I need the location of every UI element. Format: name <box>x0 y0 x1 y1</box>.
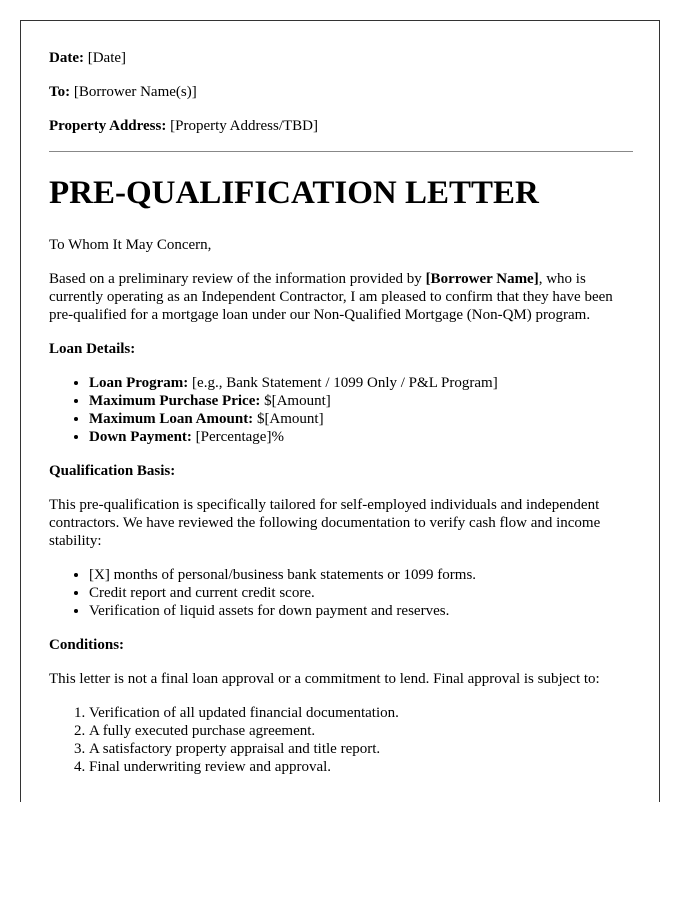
max-purchase-price-value: $[Amount] <box>264 393 331 409</box>
intro-text-before: Based on a preliminary review of the information provided by <box>49 271 426 287</box>
property-address-value: [Property Address/TBD] <box>170 118 319 134</box>
list-item: • Credit report and current credit score. <box>89 584 633 602</box>
list-item: • Verification of liquid assets for down payment and reserves. <box>89 602 633 620</box>
down-payment-value: [Percentage]% <box>195 429 284 445</box>
list-item: 3. A satisfactory property appraisal and title report. <box>89 740 633 758</box>
qualification-list <box>49 566 633 620</box>
loan-details-heading: Loan Details: <box>49 341 136 357</box>
intro-paragraph <box>49 270 633 324</box>
date-label: Date: <box>49 50 84 66</box>
letter-content <box>49 49 633 792</box>
intro-text-after: , who is currently operating as an Independent Contractor, I am pleased to confirm that they have been pre-qualified for a mortgage loan under our Non-Qualified Mortgage (Non-QM) program. <box>49 271 613 323</box>
down-payment-label: Down Payment: <box>89 429 192 445</box>
date-value: [Date] <box>87 50 127 66</box>
header-divider <box>49 151 633 152</box>
intro-borrower-name: [Borrower Name] <box>425 271 539 287</box>
loan-program-label: Loan Program: <box>89 375 189 391</box>
property-address-label: Property Address: <box>49 118 167 134</box>
to-value: [Borrower Name(s)] <box>73 84 197 100</box>
list-item: • [X] months of personal/business bank statements or 1099 forms. <box>89 566 633 584</box>
salutation: To Whom It May Concern, <box>49 237 212 253</box>
loan-details-list <box>49 374 633 446</box>
conditions-paragraph: This letter is not a final loan approval or a commitment to lend. Final approval is subject to: <box>49 671 600 687</box>
list-item <box>89 374 633 392</box>
property-address-line <box>49 117 633 135</box>
letter-title: PRE-QUALIFICATION LETTER <box>49 175 539 211</box>
max-loan-amount-label: Maximum Loan Amount: <box>89 411 254 427</box>
date-line <box>49 49 633 67</box>
list-item <box>89 428 633 446</box>
loan-program-value: [e.g., Bank Statement / 1099 Only / P&L Program] <box>192 375 498 391</box>
conditions-heading: Conditions: <box>49 637 125 653</box>
list-item: 4. Final underwriting review and approval. <box>89 758 633 776</box>
list-item <box>89 392 633 410</box>
to-line <box>49 83 633 101</box>
list-item: 2. A fully executed purchase agreement. <box>89 722 633 740</box>
list-item: 1. Verification of all updated financial documentation. <box>89 704 633 722</box>
max-purchase-price-label: Maximum Purchase Price: <box>89 393 261 409</box>
qualification-basis-heading: Qualification Basis: <box>49 463 176 479</box>
conditions-list <box>49 704 633 776</box>
to-label: To: <box>49 84 71 100</box>
letter-page <box>20 20 660 802</box>
qualification-paragraph: This pre-qualification is specifically tailored for self-employed individuals and independent contractors. We have reviewed the following documentation to verify cash flow and income stability: <box>49 497 601 549</box>
list-item <box>89 410 633 428</box>
max-loan-amount-value: $[Amount] <box>256 411 324 427</box>
